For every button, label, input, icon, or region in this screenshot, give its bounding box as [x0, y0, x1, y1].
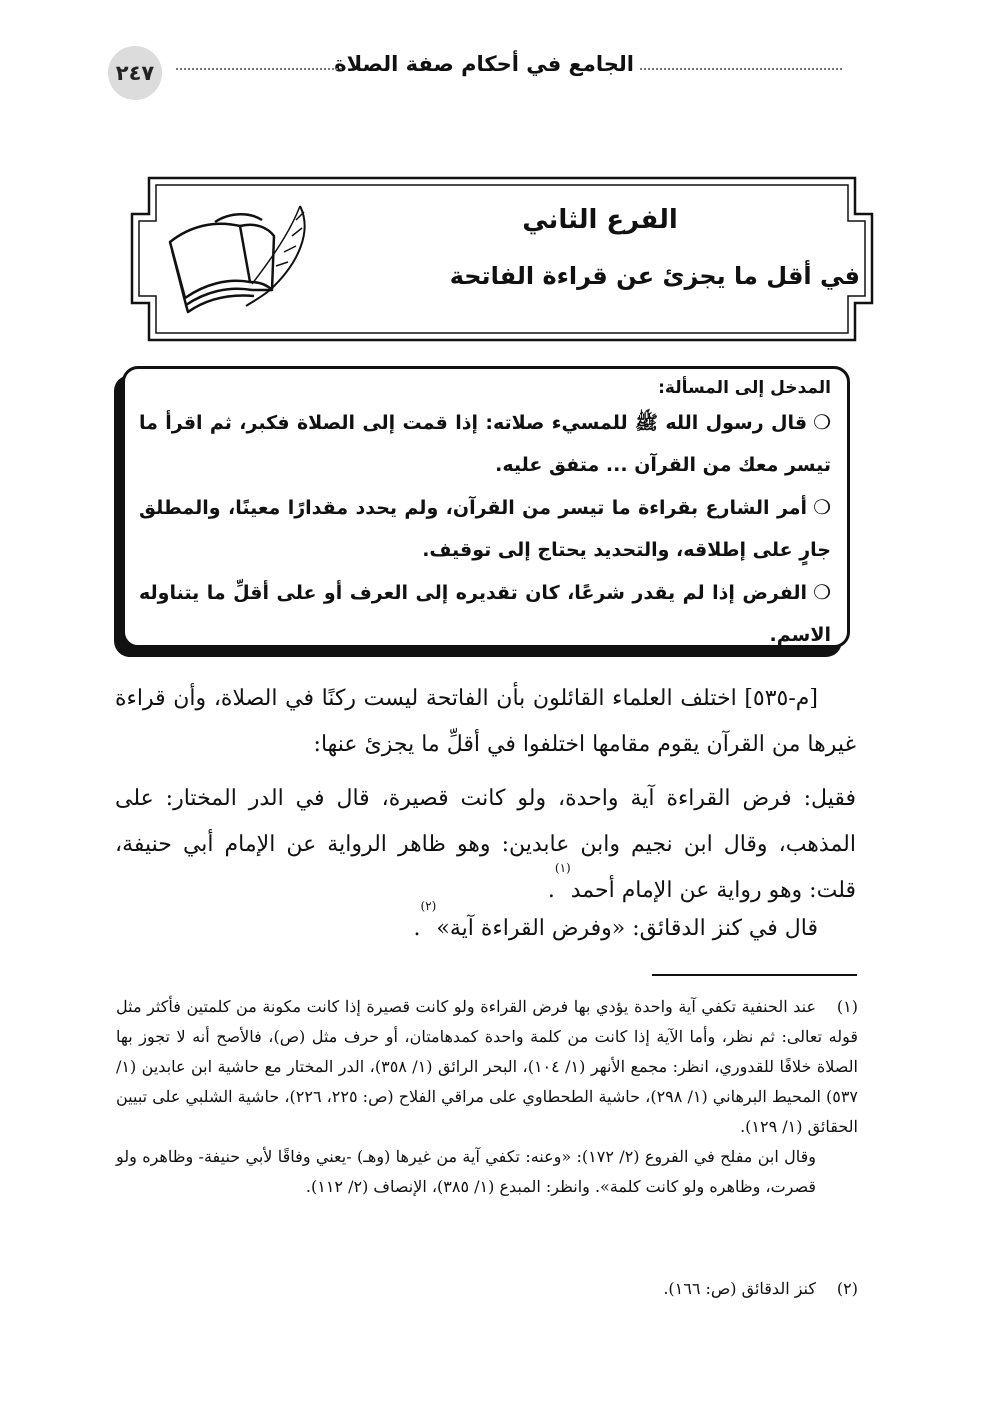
footnote-2: (٢)كنز الدقائق (ص: ١٦٦).: [116, 1274, 858, 1304]
footnote-ref-2[interactable]: (٢): [420, 899, 437, 913]
intro-item: ❍قال رسول الله ﷺ للمسيء صلاته: إذا قمت إلى الصلاة فكبر، ثم اقرأ ما تيسر معك من القرآن ... متفق عليه.: [139, 410, 831, 476]
body-paragraph-2: فقيل: فرض القراءة آية واحدة، ولو كانت قصيرة، قال في الدر المختار: على المذهب، وقال ابن نجيم وابن عابدين: وهو ظاهر الرواية عن الإمام أبي حنيفة، قلت: وهو رواية عن الإمام أحمد$^{(١)}$.: [115, 786, 856, 903]
body-paragraph-3: قال في كنز الدقائق: «وفرض القراءة آية»$^{(٢)}$.: [413, 899, 818, 941]
bullet-circle-icon: ❍: [813, 410, 831, 434]
section-title: الفرع الثاني: [522, 205, 678, 235]
book-quill-icon: [170, 206, 305, 312]
intro-heading: المدخل إلى المسألة:: [658, 378, 831, 398]
intro-item: ❍الفرض إذا لم يقدر شرعًا، كان تقديره إلى العرف أو على أقلِّ ما يتناوله الاسم.: [139, 580, 831, 646]
bullet-circle-icon: ❍: [813, 580, 831, 604]
page-number: ٢٤٧: [108, 46, 162, 100]
footnote-number: (٢): [836, 1279, 858, 1298]
section-title-frame: [0, 0, 1004, 360]
footnote-ref-1[interactable]: (١): [554, 861, 571, 875]
intro-box: [122, 366, 850, 648]
intro-item: ❍أمر الشارع بقراءة ما تيسر من القرآن، ولم يحدد مقدارًا معينًا، والمطلق جارٍ على إطلاقه، والتحديد يحتاج إلى توقيف.: [139, 495, 831, 561]
footnote-1-continuation: وقال ابن مفلح في الفروع (٢/ ١٧٢): «وعنه: تكفي آية من غيرها (وهـ) -يعني وفاقًا لأبي حنيفة- وظاهره ولو قصرت، وظاهره ولو كانت كلمة». وانظر: المبدع (١/ ٣٨٥)، الإنصاف (٢/ ١١٢).: [116, 1147, 817, 1196]
running-header-title: الجامع في أحكام صفة الصلاة: [334, 52, 634, 76]
bullet-circle-icon: ❍: [813, 495, 831, 519]
footnote-separator: [652, 974, 857, 976]
section-subtitle: في أقل ما يجزئ عن قراءة الفاتحة: [449, 262, 860, 290]
body-paragraph-1: [م-٥٣٥] اختلف العلماء القائلون بأن الفاتحة ليست ركنًا في الصلاة، وأن قراءة غيرها من القرآن يقوم مقامها اختلفوا في أقلِّ ما يجزئ عنها:: [115, 686, 856, 757]
footnote-number: (١): [836, 997, 858, 1016]
footnote-1: (١)عند الحنفية تكفي آية واحدة يؤدي بها فرض القراءة ولو كانت قصيرة إذا كانت مكونة من كلمتين فأكثر مثل قوله تعالى: ثم نظر، وأما الآية إذا كانت من كلمة واحدة كمدهامتان، أو حرف مثل (ص)، فالأصح أنه لا تجوز بها الصلاة خلافًا للقدوري، انظر: مجمع الأنهر (١/ ١٠٤)، البحر الرائق (١/ ٣٥٨)، الدر المختار مع حاشية ابن عابدين (١/ ٥٣٧) المحيط البرهاني (١/ ٢٩٨)، حاشية الطحطاوي على مراقي الفلاح (ص: ٢٢٥، ٢٢٦)، حاشية الشلبي على تبيين الحقائق (١/ ١٢٩). وقال ابن مفلح في الفروع (٢/ ١٧٢): «وعنه: تكفي آية من غيرها (وهـ) -يعني وفاقًا لأبي حنيفة- وظاهره ولو قصرت، وظاهره ولو كانت كلمة». وانظر: المبدع (١/ ٣٨٥)، الإنصاف (٢/ ١١٢).: [116, 992, 858, 1202]
